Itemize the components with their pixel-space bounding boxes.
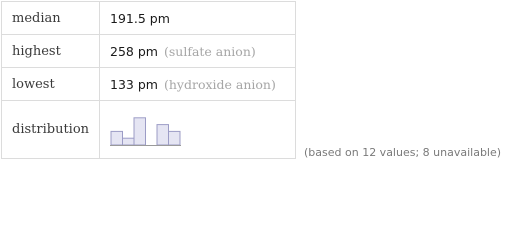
value-text: 258 pm xyxy=(110,43,158,59)
histogram-bar-5 xyxy=(157,124,169,144)
histogram-bar-2 xyxy=(123,138,135,145)
table-row-lowest xyxy=(2,68,296,101)
statistics-table xyxy=(1,1,296,159)
row-value xyxy=(100,2,296,35)
value-text: 133 pm xyxy=(110,76,158,92)
value-note: (hydroxide anion) xyxy=(163,76,276,92)
table-row-distribution xyxy=(2,101,296,159)
row-label: distribution xyxy=(2,101,100,159)
row-value xyxy=(100,35,296,68)
values-footnote: (based on 12 values; 8 unavailable) xyxy=(304,146,502,159)
row-label: highest xyxy=(2,35,100,68)
distribution-histogram xyxy=(110,115,184,147)
value-note: (sulfate anion) xyxy=(163,43,256,59)
table-row-median xyxy=(2,2,296,35)
row-value xyxy=(100,68,296,101)
row-label: median xyxy=(2,2,100,35)
histogram-bar-3 xyxy=(134,117,146,144)
histogram-bar-6 xyxy=(169,131,181,145)
distribution-cell xyxy=(100,101,296,159)
histogram-bar-1 xyxy=(111,131,123,145)
row-label: lowest xyxy=(2,68,100,101)
table-row-highest xyxy=(2,35,296,68)
value-text: 191.5 pm xyxy=(110,10,170,26)
